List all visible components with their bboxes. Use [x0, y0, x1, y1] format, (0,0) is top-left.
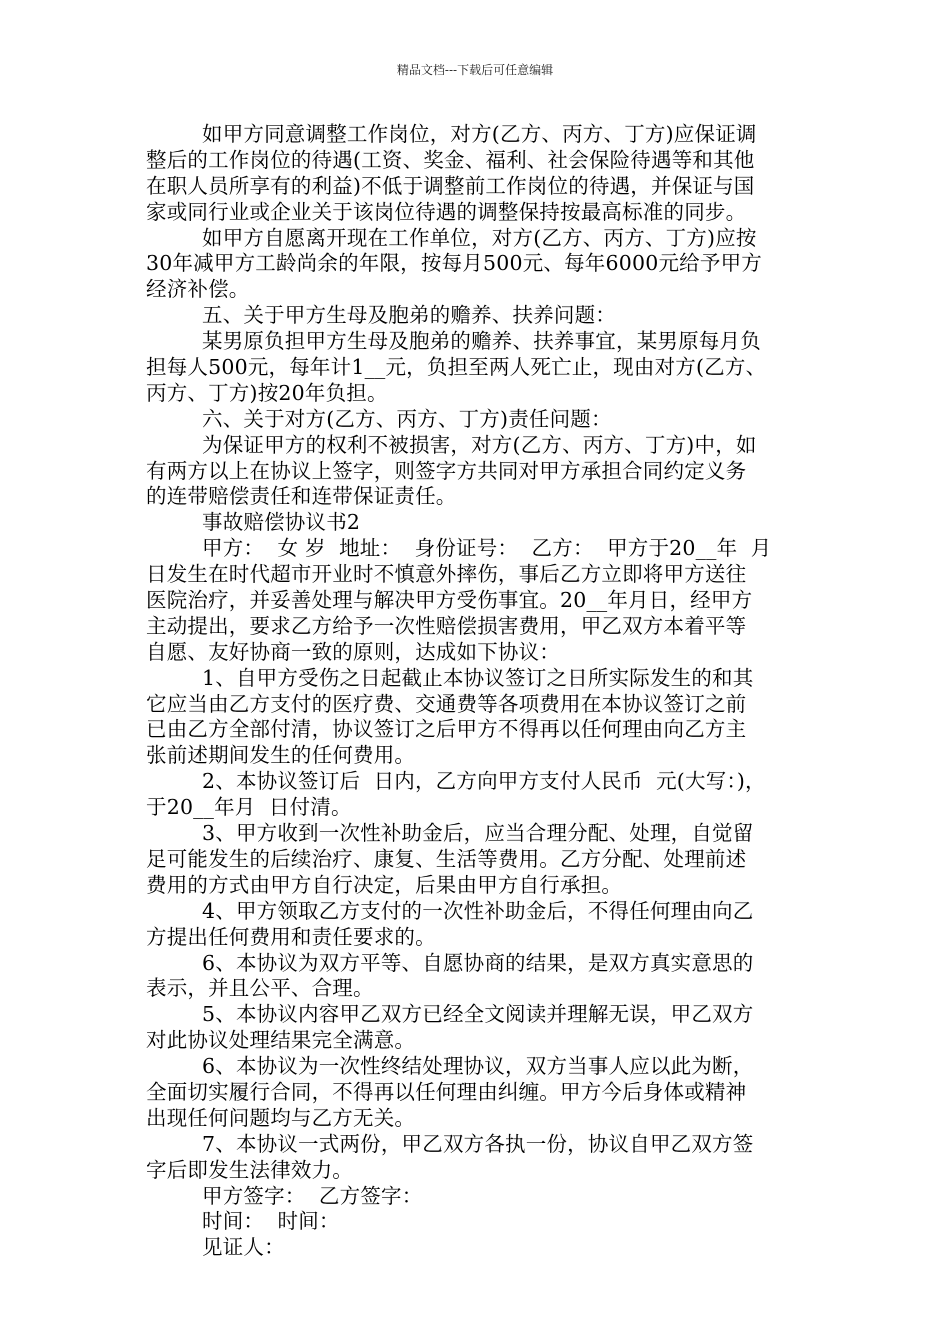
- page-header: 精品文档---下载后可任意编辑: [396, 63, 554, 77]
- text-line: 整后的工作岗位的待遇(工资、奖金、福利、社会保险待遇等和其他: [146, 147, 755, 172]
- text-line: 某男原负担甲方生母及胞弟的赡养、扶养事宜，某男原每月负: [202, 329, 761, 354]
- text-line: 家或同行业或企业关于该岗位待遇的调整保持按最高标准的同步。: [146, 199, 747, 224]
- text-line: 日发生在时代超市开业时不慎意外摔伤，事后乙方立即将甲方送往: [146, 562, 747, 587]
- text-line: 事故赔偿协议书2: [202, 510, 361, 535]
- text-line: 张前述期间发生的任何费用。: [146, 743, 416, 768]
- text-line: 如甲方同意调整工作岗位，对方(乙方、丙方、丁方)应保证调: [202, 122, 757, 146]
- text-line: 费用的方式由甲方自行决定，后果由甲方自行承担。: [146, 872, 623, 897]
- text-line: 足可能发生的后续治疗、康复、生活等费用。乙方分配、处理前述: [146, 846, 747, 871]
- text-line: 对此协议处理结果完全满意。: [146, 1028, 416, 1053]
- text-line: 3、甲方收到一次性补助金后，应当合理分配、处理，自觉留: [202, 821, 754, 846]
- text-line: 2、本协议签订后 日内，乙方向甲方支付人民币 元(大写：)，: [202, 769, 766, 794]
- text-line: 7、本协议一式两份，甲乙双方各执一份，协议自甲乙双方签: [202, 1131, 754, 1156]
- text-line: 时间： 时间：: [202, 1209, 340, 1234]
- text-line: 字后即发生法律效力。: [146, 1157, 353, 1182]
- text-line: 30年减甲方工龄尚余的年限，按每月500元、每年6000元给予甲方: [146, 251, 762, 276]
- text-line: 6、本协议为双方平等、自愿协商的结果，是双方真实意思的: [202, 950, 754, 975]
- text-line: 5、本协议内容甲乙双方已经全文阅读并理解无误，甲乙双方: [202, 1002, 754, 1027]
- text-line: 如甲方自愿离开现在工作单位，对方(乙方、丙方、丁方)应按: [202, 225, 757, 250]
- text-line: 担每人500元，每年计1__元，负担至两人死亡止，现由对方(乙方、: [146, 355, 767, 380]
- text-line: 于20__年月 日付清。: [146, 795, 352, 820]
- text-line: 见证人：: [202, 1235, 285, 1260]
- text-line: 自愿、友好协商一致的原则，达成如下协议：: [146, 639, 560, 664]
- text-line: 甲方： 女 岁 地址： 身份证号： 乙方： 甲方于20__年 月: [202, 536, 772, 561]
- text-line: 全面切实履行合同，不得再以任何理由纠缠。甲方今后身体或精神: [146, 1079, 747, 1104]
- text-line: 六、关于对方(乙方、丙方、丁方)责任问题：: [202, 406, 612, 431]
- text-line: 方提出任何费用和责任要求的。: [146, 924, 436, 949]
- text-line: 五、关于甲方生母及胞弟的赡养、扶养问题：: [202, 303, 616, 328]
- text-line: 它应当由乙方支付的医疗费、交通费等各项费用在本协议签订之前: [146, 691, 747, 716]
- text-line: 在职人员所享有的利益)不低于调整前工作岗位的待遇，并保证与国: [146, 173, 755, 198]
- text-line: 丙方、丁方)按20年负担。: [146, 380, 388, 405]
- text-line: 4、甲方领取乙方支付的一次性补助金后，不得任何理由向乙: [202, 898, 754, 923]
- text-line: 有两方以上在协议上签字，则签字方共同对甲方承担合同约定义务: [146, 458, 747, 483]
- text-line: 医院治疗，并妥善处理与解决甲方受伤事宜。20__年月日，经甲方: [146, 588, 753, 613]
- text-line: 的连带赔偿责任和连带保证责任。: [146, 484, 457, 509]
- text-line: 经济补偿。: [146, 277, 250, 302]
- text-line: 1、自甲方受伤之日起截止本协议签订之日所实际发生的和其: [202, 665, 754, 690]
- text-line: 已由乙方全部付清，协议签订之后甲方不得再以任何理由向乙方主: [146, 717, 747, 742]
- text-line: 6、本协议为一次性终结处理协议，双方当事人应以此为断，: [202, 1054, 754, 1079]
- text-line: 甲方签字： 乙方签字：: [202, 1183, 423, 1208]
- document-body: [146, 122, 808, 1261]
- text-line: 出现任何问题均与乙方无关。: [146, 1105, 416, 1130]
- text-line: 表示，并且公平、合理。: [146, 976, 374, 1001]
- text-line: 主动提出，要求乙方给予一次性赔偿损害费用，甲乙双方本着平等: [146, 613, 747, 638]
- text-line: 为保证甲方的权利不被损害，对方(乙方、丙方、丁方)中，如: [202, 432, 757, 457]
